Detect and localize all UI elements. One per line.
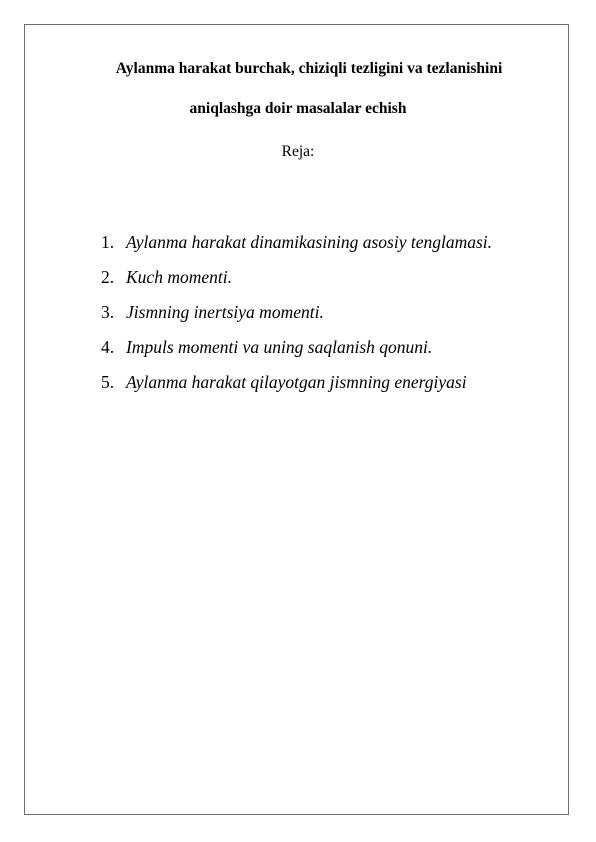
plan-item-number: 5. <box>101 372 115 392</box>
plan-item-number: 1. <box>101 232 115 252</box>
plan-item-4 <box>101 337 492 372</box>
document-title-line-2: aniqlashga doir masalalar echish <box>189 100 407 117</box>
plan-item-text: Aylanma harakat dinamikasining asosiy tenglamasi. <box>126 232 493 252</box>
plan-item-number: 3. <box>101 302 115 322</box>
plan-item-text: Jismning inertsiya momenti. <box>126 302 324 322</box>
plan-item-text: Kuch momenti. <box>126 267 232 287</box>
plan-item-text: Aylanma harakat qilayotgan jismning energiyasi <box>126 372 467 392</box>
plan-list <box>101 232 492 407</box>
plan-item-1 <box>101 232 492 267</box>
plan-heading: Reja: <box>281 143 315 160</box>
plan-item-number: 4. <box>101 337 115 357</box>
plan-item-2 <box>101 267 492 302</box>
plan-item-3 <box>101 302 492 337</box>
document-title-line-1: Aylanma harakat burchak, chiziqli tezligini va tezlanishini <box>115 60 503 77</box>
plan-item-number: 2. <box>101 267 115 287</box>
plan-item-5 <box>101 372 492 407</box>
plan-item-text: Impuls momenti va uning saqlanish qonuni. <box>126 337 433 357</box>
